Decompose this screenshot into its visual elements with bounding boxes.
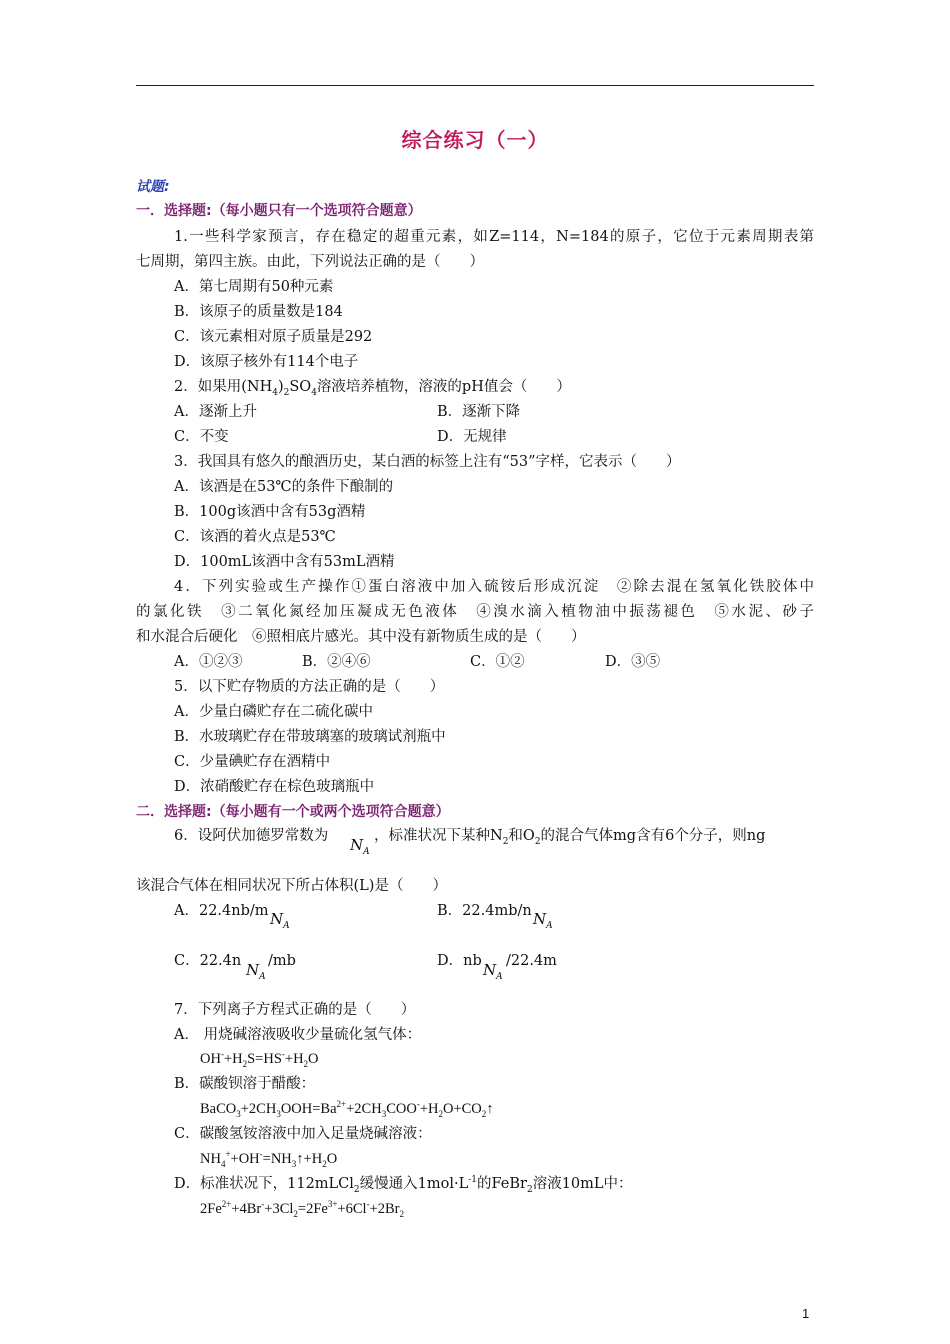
q6-option-c-pre: C．22.4n: [174, 953, 242, 969]
q5-option-b: B．水玻璃贮存在带玻璃塞的玻璃试剂瓶中: [174, 729, 446, 745]
q1-option-b: B．该原子的质量数是184: [174, 304, 343, 320]
q3-stem: 3．我国具有悠久的酿酒历史，某白酒的标签上注有“53”字样，它表示（ ）: [174, 454, 681, 470]
page-title: 综合练习（一）: [401, 128, 549, 152]
avogadro-symbol: $N_A$: [350, 836, 370, 857]
q6-option-d-pre: D．nb: [437, 953, 482, 969]
q7-equation-a: $OH^-+H_2S=HS^-+H_2O$: [200, 1049, 319, 1069]
q6-stem-a: 6．设阿伏加德罗常数为: [174, 828, 329, 844]
q6-option-a-na: $N_A$: [270, 910, 290, 931]
q7-option-b-label: B．碳酸钡溶于醋酸：: [174, 1076, 316, 1092]
q4-option-d: D．③⑤: [605, 654, 661, 670]
q7-equation-d: $2Fe^{2+}+4Br^-+3Cl_2=2Fe^{3+}+6Cl^-+2Br_2$: [200, 1199, 404, 1219]
q4-option-b: B．②④⑥: [302, 654, 371, 670]
q2-option-b: B．逐渐下降: [437, 404, 521, 420]
q6-stem-line2: 该混合气体在相同状况下所占体积(L)是（ ）: [136, 878, 447, 894]
q3-option-c: C．该酒的着火点是53℃: [174, 529, 336, 545]
q5-option-c: C．少量碘贮存在酒精中: [174, 754, 331, 770]
q7-equation-c: $NH_4^++OH^-=NH_3↑+H_2O$: [200, 1149, 338, 1169]
q3-option-d: D．100mL该酒中含有53mL酒精: [174, 554, 395, 570]
q2-stem: 2．如果用$(NH_4)_2SO_4$溶液培养植物，溶液的pH值会（ ）: [174, 379, 571, 398]
q7-equation-b: $BaCO_3+2CH_3OOH=Ba^{2+}+2CH_3COO^-+H_2O+CO_2↑$: [200, 1099, 494, 1119]
q3-option-b: B．100g该酒中含有53g酒精: [174, 504, 366, 520]
q6-option-c-na: $N_A$: [246, 961, 266, 982]
q2-option-a: A．逐渐上升: [174, 404, 257, 420]
q4-option-c: C．①②: [470, 654, 525, 670]
q6-stem-b: ，标准状况下某种$N_2$和$O_2$的混合气体mg含有6个分子，则ng: [374, 828, 766, 847]
q6-option-b: B．22.4mb/n: [437, 903, 532, 919]
q5-option-d: D．浓硝酸贮存在棕色玻璃瓶中: [174, 779, 375, 795]
q1-option-d: D．该原子核外有114个电子: [174, 354, 359, 370]
q6-option-c-post: /mb: [268, 953, 296, 969]
q1-option-a: A．第七周期有50种元素: [174, 279, 334, 295]
q1-option-c: C．该元素相对原子质量是292: [174, 329, 373, 345]
q6-option-b-na: $N_A$: [533, 910, 553, 931]
part2-heading: 二．选择题:（每小题有一个或两个选项符合题意）: [136, 804, 450, 820]
page-number: 1: [802, 1306, 810, 1321]
q2-option-d: D．无规律: [437, 429, 507, 445]
q6-option-d-na: $N_A$: [483, 961, 503, 982]
q5-option-a: A．少量白磷贮存在二硫化碳中: [174, 704, 373, 720]
header-rule: [136, 85, 814, 86]
q4-stem-line1: 4．下列实验或生产操作①蛋白溶液中加入硫铵后形成沉淀 ②除去混在氢氧化铁胶体中: [174, 579, 814, 595]
q6-option-d-post: /22.4m: [506, 953, 557, 969]
q1-stem-line1: 1.一些科学家预言，存在稳定的超重元素，如Z=114，N=184的原子，它位于元素周期表第: [174, 229, 814, 245]
q5-stem: 5．以下贮存物质的方法正确的是（ ）: [174, 679, 445, 695]
q4-option-a: A．①②③: [174, 654, 243, 670]
section-label: 试题:: [136, 179, 170, 195]
q2-option-c: C．不变: [174, 429, 229, 445]
q1-stem-line2: 七周期，第四主族。由此，下列说法正确的是（ ）: [136, 254, 484, 270]
q7-option-a-label: A． 用烧碱溶液吸收少量硫化氢气体：: [174, 1027, 422, 1043]
q7-option-d-label: D．标准状况下，112mLCl$_2$缓慢通入$1mol\cdot L^{-1}$的FeBr$_2$溶液10mL中：: [174, 1175, 633, 1195]
q7-stem: 7．下列离子方程式正确的是（ ）: [174, 1002, 416, 1018]
part1-heading: 一．选择题:（每小题只有一个选项符合题意）: [136, 203, 422, 219]
q3-option-a: A．该酒是在53℃的条件下酿制的: [174, 479, 394, 495]
q7-option-c-label: C．碳酸氢铵溶液中加入足量烧碱溶液：: [174, 1126, 432, 1142]
q4-stem-line2: 的氯化铁 ③二氧化氮经加压凝成无色液体 ④溴水滴入植物油中振荡褪色 ⑤水泥、砂子: [136, 604, 814, 620]
q4-stem-line3: 和水混合后硬化 ⑥照相底片感光。其中没有新物质生成的是（ ）: [136, 629, 586, 645]
q6-option-a: A．22.4nb/m: [174, 903, 269, 919]
